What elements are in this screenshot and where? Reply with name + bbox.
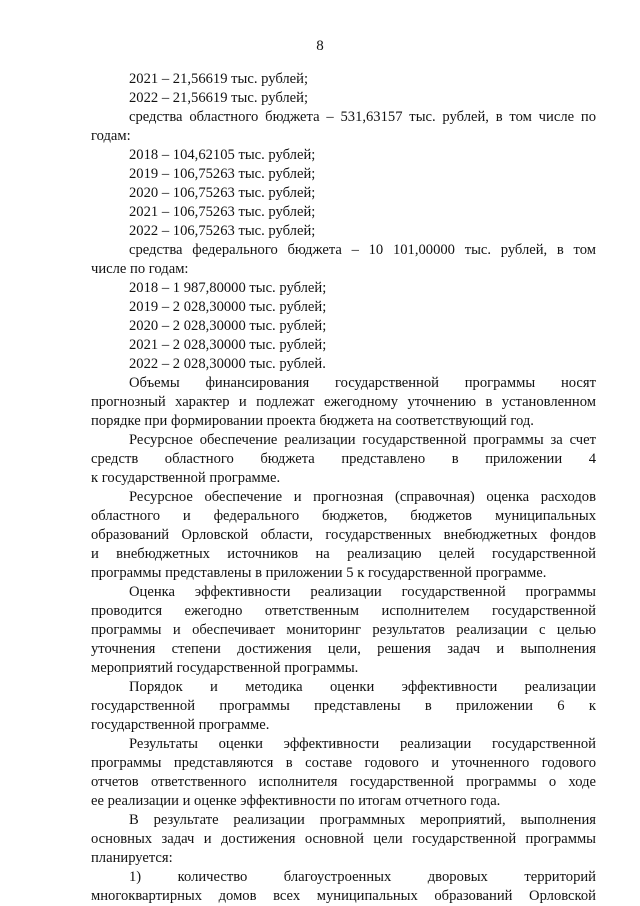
- text-line: 2022 – 21,56619 тыс. рублей;: [129, 90, 309, 106]
- text-line: ее реализации и оценке эффективности по итогам отчетного года.: [91, 793, 501, 809]
- text-line: уточнения степени достижения цели, решения задач и выполнения: [91, 641, 596, 657]
- text-line: планируется:: [91, 850, 173, 866]
- text-line: Ресурсное обеспечение реализации государственной программы за счет: [129, 432, 596, 448]
- text-line: прогнозный характер и подлежат ежегодному уточнению в установленном: [91, 394, 596, 410]
- text-line: программы представлены в приложении 5 к государственной программе.: [91, 565, 547, 581]
- text-line: к государственной программе.: [91, 470, 281, 486]
- text-line: 2021 – 21,56619 тыс. рублей;: [129, 71, 309, 87]
- text-line: 2018 – 104,62105 тыс. рублей;: [129, 147, 316, 163]
- text-line: программы и обеспечивает мониторинг результатов реализации с целью: [91, 622, 596, 638]
- text-line: государственной программы представлены в приложении 6 к: [91, 698, 596, 714]
- text-line: Результаты оценки эффективности реализации государственной: [129, 736, 596, 752]
- text-line: 2021 – 2 028,30000 тыс. рублей;: [129, 337, 327, 353]
- text-line: числе по годам:: [91, 261, 189, 277]
- text-line: областного и федерального бюджетов, бюджетов муниципальных: [91, 508, 596, 524]
- text-line: 1) количество благоустроенных дворовых территорий: [129, 869, 596, 885]
- text-line: средств областного бюджета представлено в приложении 4: [91, 451, 596, 467]
- text-line: 2022 – 106,75263 тыс. рублей;: [129, 223, 316, 239]
- text-line: 2020 – 106,75263 тыс. рублей;: [129, 185, 316, 201]
- text-line: программы представляются в составе годового и уточненного годового: [91, 755, 596, 771]
- text-line: 2021 – 106,75263 тыс. рублей;: [129, 204, 316, 220]
- document-body: [91, 70, 596, 906]
- text-line: годам:: [91, 128, 131, 144]
- text-line: средства областного бюджета – 531,63157 тыс. рублей, в том числе по: [129, 109, 596, 125]
- text-line: Порядок и методика оценки эффективности реализации: [129, 679, 596, 695]
- text-line: 2018 – 1 987,80000 тыс. рублей;: [129, 280, 327, 296]
- text-line: В результате реализации программных мероприятий, выполнения: [129, 812, 596, 828]
- page-number: 8: [316, 38, 324, 54]
- text-line: Объемы финансирования государственной программы носят: [129, 375, 596, 391]
- text-line: проводится ежегодно ответственным исполнителем государственной: [91, 603, 596, 619]
- text-line: 2019 – 106,75263 тыс. рублей;: [129, 166, 316, 182]
- text-line: 2022 – 2 028,30000 тыс. рублей.: [129, 356, 326, 372]
- text-line: порядке при формировании проекта бюджета на соответствующий год.: [91, 413, 534, 429]
- text-line: образований Орловской области, государственных внебюджетных фондов: [91, 527, 596, 543]
- text-line: многоквартирных домов всех муниципальных образований Орловской: [91, 888, 596, 904]
- text-line: и внебюджетных источников на реализацию целей государственной: [91, 546, 596, 562]
- text-line: Ресурсное обеспечение и прогнозная (справочная) оценка расходов: [129, 489, 596, 505]
- text-line: государственной программе.: [91, 717, 270, 733]
- text-line: мероприятий государственной программы.: [91, 660, 359, 676]
- text-line: Оценка эффективности реализации государственной программы: [129, 584, 596, 600]
- text-line: отчетов ответственного исполнителя государственной программы о ходе: [91, 774, 596, 790]
- text-line: средства федерального бюджета – 10 101,00000 тыс. рублей, в том: [129, 242, 596, 258]
- text-line: 2020 – 2 028,30000 тыс. рублей;: [129, 318, 327, 334]
- text-line: 2019 – 2 028,30000 тыс. рублей;: [129, 299, 327, 315]
- text-line: основных задач и достижения основной цели государственной программы: [91, 831, 596, 847]
